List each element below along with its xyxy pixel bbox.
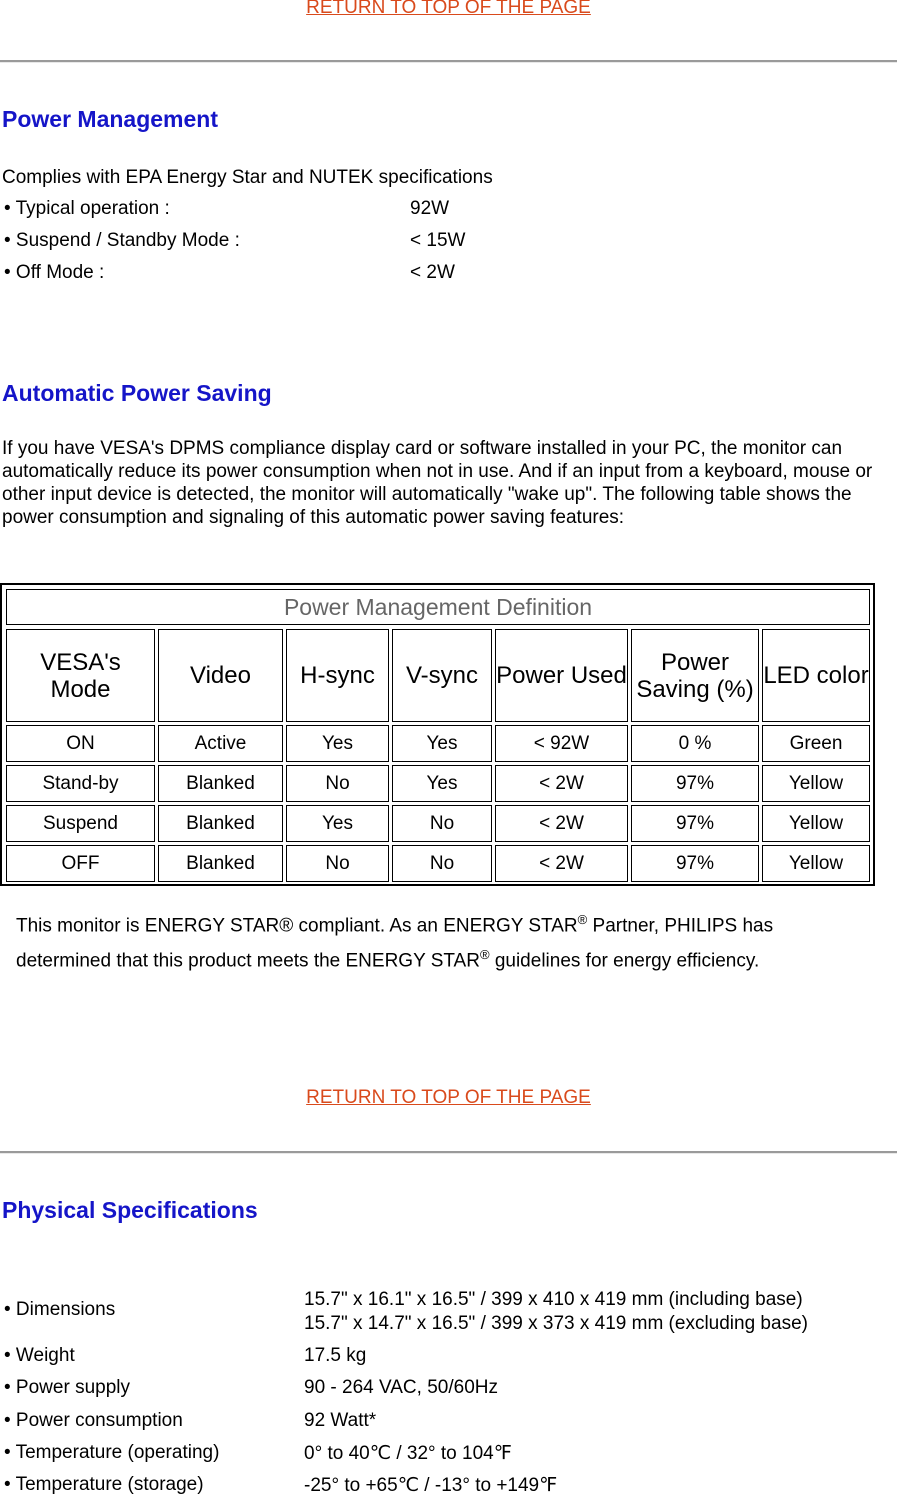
table-cell: No <box>286 765 389 802</box>
table-cell: Yes <box>286 725 389 762</box>
header-power-saving: Power Saving (%) <box>631 629 759 722</box>
table-cell: No <box>286 845 389 882</box>
energy-note-part: This monitor is ENERGY STAR® compliant. As an ENERGY STAR <box>16 915 578 937</box>
energy-star-note <box>16 905 886 976</box>
table-cell: < 2W <box>495 765 628 802</box>
energy-note-part: Partner, PHILIPS has <box>587 915 774 937</box>
table-cell: ON <box>6 725 155 762</box>
table-cell: Blanked <box>158 765 283 802</box>
table-cell: Active <box>158 725 283 762</box>
return-to-top-link[interactable]: RETURN TO TOP OF THE PAGE <box>306 0 591 18</box>
header-h-sync: H-sync <box>286 629 389 722</box>
physical-specs-heading: Physical Specifications <box>2 1197 258 1223</box>
spec-value: 92 Watt* <box>304 1410 377 1431</box>
table-cell: Green <box>762 725 870 762</box>
spec-label: • Temperature (storage) <box>4 1474 204 1495</box>
energy-note-part: determined that this product meets the ENERGY STAR <box>16 950 480 972</box>
registered-mark: ® <box>577 912 588 927</box>
table-cell: 97% <box>631 845 759 882</box>
table-caption: Power Management Definition <box>6 589 870 625</box>
power-management-table <box>0 583 875 886</box>
table-cell: No <box>392 845 492 882</box>
spec-value: -25° to +65℃ / -13° to +149℉ <box>304 1475 558 1496</box>
table-cell: OFF <box>6 845 155 882</box>
table-cell: Yellow <box>762 805 870 842</box>
table-cell: Yes <box>286 805 389 842</box>
power-management-heading: Power Management <box>2 106 218 132</box>
header-power-used: Power Used <box>495 629 628 722</box>
divider <box>0 1151 897 1154</box>
table-cell: Blanked <box>158 805 283 842</box>
table-cell: Blanked <box>158 845 283 882</box>
header-video: Video <box>158 629 283 722</box>
spec-value: 90 - 264 VAC, 50/60Hz <box>304 1377 498 1398</box>
table-cell: 97% <box>631 765 759 802</box>
table-cell: 0 % <box>631 725 759 762</box>
spec-value: 15.7" x 16.1" x 16.5" / 399 x 410 x 419 mm (including base) <box>304 1289 803 1310</box>
auto-power-saving-heading: Automatic Power Saving <box>2 380 272 406</box>
header-vesa-mode: VESA's Mode <box>6 629 155 722</box>
spec-label: • Off Mode : <box>4 262 105 283</box>
table-cell: Yes <box>392 765 492 802</box>
spec-label: • Typical operation : <box>4 198 170 219</box>
table-cell: < 2W <box>495 845 628 882</box>
divider <box>0 60 897 63</box>
table-cell: Yellow <box>762 765 870 802</box>
spec-label: • Suspend / Standby Mode : <box>4 230 240 251</box>
spec-value: 17.5 kg <box>304 1345 367 1366</box>
table-cell: < 2W <box>495 805 628 842</box>
spec-label: • Dimensions <box>4 1299 116 1320</box>
spec-value: < 15W <box>410 230 466 251</box>
spec-label: • Power supply <box>4 1377 130 1398</box>
table-cell: Stand-by <box>6 765 155 802</box>
dimensions-value <box>304 1288 808 1336</box>
spec-label: • Temperature (operating) <box>4 1442 220 1463</box>
energy-note-part: guidelines for energy efficiency. <box>489 950 760 972</box>
header-v-sync: V-sync <box>392 629 492 722</box>
spec-value: < 2W <box>410 262 455 283</box>
header-led-color: LED color <box>762 629 870 722</box>
epa-compliance-text: Complies with EPA Energy Star and NUTEK specifications <box>2 167 493 188</box>
spec-label: • Power consumption <box>4 1410 183 1431</box>
return-to-top-link[interactable]: RETURN TO TOP OF THE PAGE <box>306 1087 591 1108</box>
table-cell: Yes <box>392 725 492 762</box>
spec-value: 15.7" x 14.7" x 16.5" / 399 x 373 x 419 mm (excluding base) <box>304 1313 808 1334</box>
table-cell: 97% <box>631 805 759 842</box>
spec-label: • Weight <box>4 1345 75 1366</box>
table-cell: Suspend <box>6 805 155 842</box>
spec-value: 0° to 40℃ / 32° to 104℉ <box>304 1443 512 1464</box>
table-cell: No <box>392 805 492 842</box>
table-cell: Yellow <box>762 845 870 882</box>
registered-mark: ® <box>479 947 490 963</box>
table-cell: < 92W <box>495 725 628 762</box>
spec-value: 92W <box>410 198 450 219</box>
dpms-paragraph: If you have VESA's DPMS compliance display card or software installed in your PC, the monitor can automatically reduce its power consumption when not in use. And if an input from a keyboard, mouse or other input device is detected, the monitor will automatically "wake up". The following table shows the power consumption and signaling of this automatic power saving features: <box>2 438 873 528</box>
